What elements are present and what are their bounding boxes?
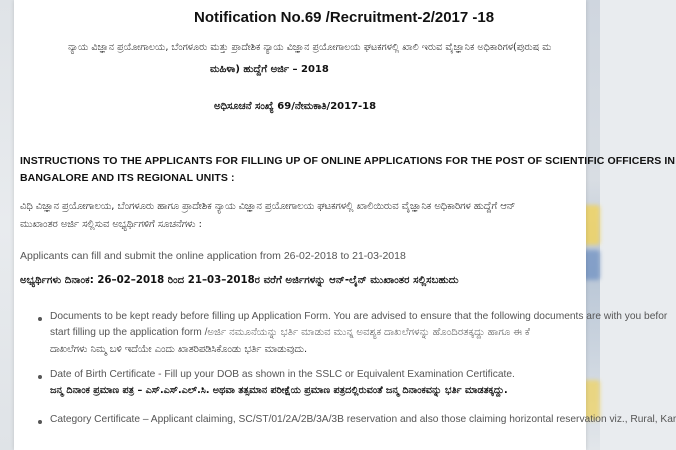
application-dates-english: Applicants can fill and submit the online application from 26-02-2018 to 21-03-2018 <box>20 250 406 262</box>
bullet-category-line1: Category Certificate – Applicant claiming, SC/ST/01/2A/2B/3A/3B reservation and also those claiming horizontal reservation viz., Rural, Kar <box>50 414 676 425</box>
bullet-documents-kannada: ದಾಖಲೆಗಳು ನಿಮ್ಮ ಬಳಿ ಇದೆಯೇ ಎಂದು ಖಾತರಿಪಡಿಸಿಕೊಂಡು ಭರ್ತಿ ಮಾಡುವುದು. <box>50 344 308 355</box>
instructions-heading-line1: INSTRUCTIONS TO THE APPLICANTS FOR FILLING UP OF ONLINE APPLICATIONS FOR THE POST OF SCIENTIFIC OFFICERS IN <box>20 155 676 167</box>
background-left <box>0 0 14 450</box>
bullet-dob-line1: Date of Birth Certificate - Fill up your DOB as shown in the SSLC or Equivalent Examination Certificate. <box>50 369 515 380</box>
bullet-dob-kannada: ಜನ್ಮ ದಿನಾಂಕ ಪ್ರಮಾಣ ಪತ್ರ – ಎಸ್.ಎಸ್.ಎಲ್.ಸಿ. ಅಥವಾ ತತ್ಸಮಾನ ಪರೀಕ್ಷೆಯ ಪ್ರಮಾಣ ಪತ್ರದಲ್ಲಿರುವಂತೆ ಜನ್ಮ ದಿನಾಂಕವನ್ನು ಭರ್ತಿ ಮಾಡತಕ್ಕದ್ದು. <box>50 385 508 396</box>
instructions-heading-line2: BANGALORE AND ITS REGIONAL UNITS : <box>20 172 235 184</box>
application-dates-kannada: ಅಭ್ಯರ್ಥಿಗಳು ದಿನಾಂಕ: 26–02–2018 ರಿಂದ 21–03–2018ರ ವರೆಗೆ ಅರ್ಜಿಗಳನ್ನು ಆನ್-ಲೈನ್ ಮುಖಾಂತರ ಸಲ್ಲಿಸಬಹುದು <box>20 275 459 286</box>
kannada-heading-line2: ಮಹಿಳಾ) ಹುದ್ದೆಗೆ ಅರ್ಜಿ – 2018 <box>210 64 329 75</box>
bullet-icon <box>38 375 42 379</box>
notification-title: Notification No.69 /Recruitment-2/2017 -18 <box>194 9 495 26</box>
bullet-icon <box>38 317 42 321</box>
bullet-documents-line1: Documents to be kept ready before filling up Application Form. You are advised to ensure that the following documents are with you befor <box>50 311 668 322</box>
kannada-heading-line1: ನ್ಯಾಯ ವಿಜ್ಞಾನ ಪ್ರಯೋಗಾಲಯ, ಬೆಂಗಳೂರು ಮತ್ತು ಪ್ರಾದೇಶಿಕ ನ್ಯಾಯ ವಿಜ್ಞಾನ ಪ್ರಯೋಗಾಲಯ ಘಟಕಗಳಲ್ಲಿ ಖಾಲಿ ಇರುವ ವೈಜ್ಞಾನಿಕ ಅಧಿಕಾರಿಗಳ(ಪುರುಷ ಮ <box>68 42 552 53</box>
kannada-instructions-line1: ವಿಧಿ ವಿಜ್ಞಾನ ಪ್ರಯೋಗಾಲಯ, ಬೆಂಗಳೂರು ಹಾಗೂ ಪ್ರಾದೇಶಿಕ ನ್ಯಾಯ ವಿಜ್ಞಾನ ಪ್ರಯೋಗಾಲಯ ಘಟಕಗಳಲ್ಲಿ ಖಾಲಿಯಿರುವ ವೈಜ್ಞಾನಿಕ ಅಧಿಕಾರಿಗಳ ಹುದ್ದೆಗೆ ಆನ್ <box>20 201 516 212</box>
kannada-instructions-line2: ಮುಖಾಂತರ ಅರ್ಜಿ ಸಲ್ಲಿಸುವ ಅಭ್ಯರ್ಥಿಗಳಿಗೆ ಸೂಚನೆಗಳು : <box>20 219 202 230</box>
notification-document <box>14 0 676 450</box>
bullet-icon <box>38 420 42 424</box>
kannada-notification-number: ಅಧಿಸೂಚನೆ ಸಂಖ್ಯೆ 69/ನೇಮಕಾತಿ/2017-18 <box>214 101 377 112</box>
bullet-documents-line2: start filling up the application form /ಅರ್ಜಿ ನಮೂನೆಯನ್ನು ಭರ್ತಿ ಮಾಡುವ ಮುನ್ನ ಅವಶ್ಯಕ ದಾಖಲೆಗಳನ್ನು ಹೊಂದಿರತಕ್ಕದ್ದು ಹಾಗೂ ಈ ಕೆ <box>50 327 530 338</box>
